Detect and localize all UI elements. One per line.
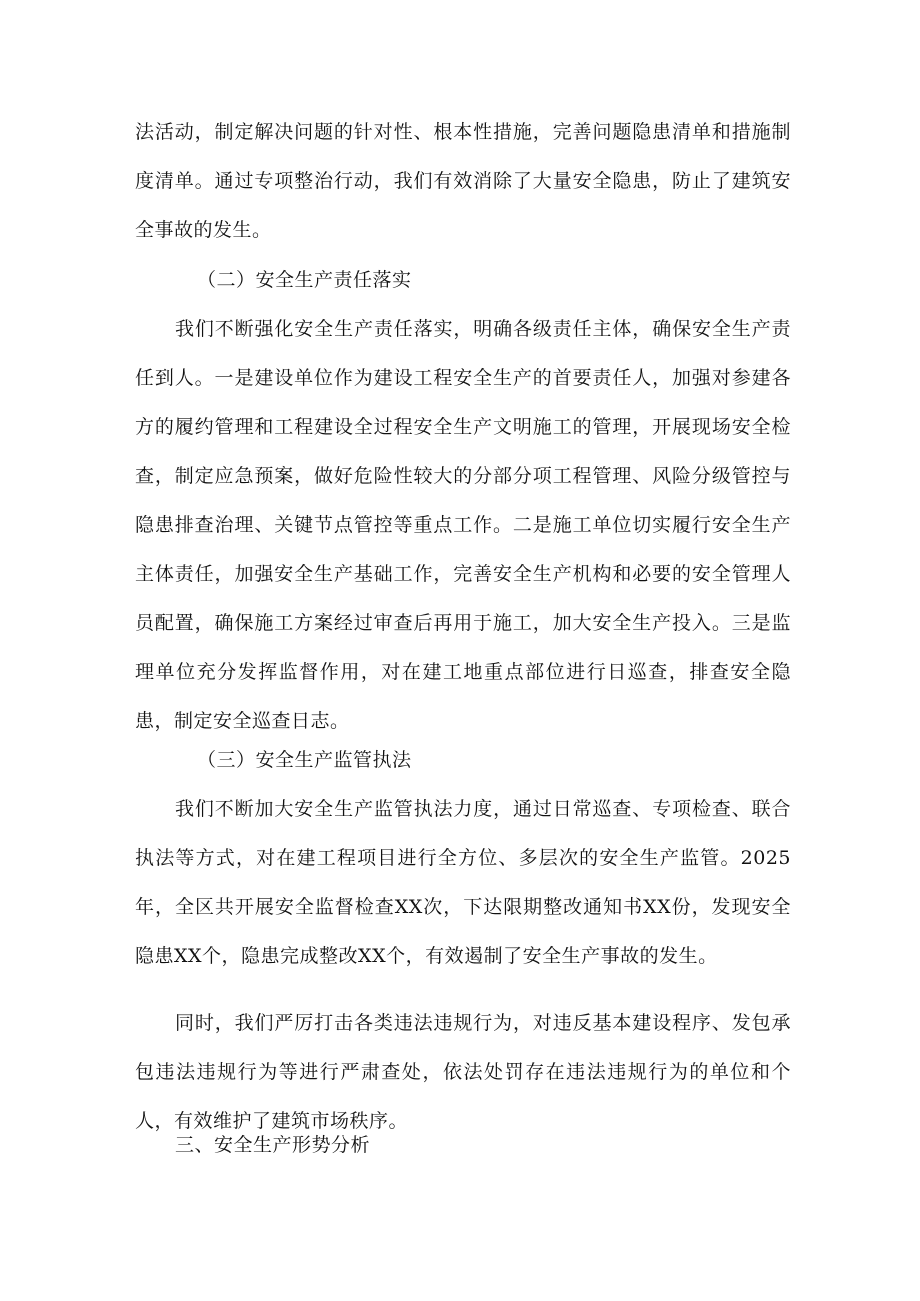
section-heading-analysis: 三、安全生产形势分析	[175, 1134, 371, 1156]
paragraph-continuation: 法活动，制定解决问题的针对性、根本性措施，完善问题隐患清单和措施制度清单。通过专项整治行动，我们有效消除了大量安全隐患，防止了建筑安全事故的发生。	[135, 121, 791, 241]
paragraph-enforcement: 我们不断加大安全生产监管执法力度，通过日常巡查、专项检查、联合执法等方式，对在建工程项目进行全方位、多层次的安全生产监管。2025年，全区共开展安全监督检查XX次，下达限期整改通知书XX份，发现安全隐患XX个，隐患完成整改XX个，有效遏制了安全生产事故的发生。	[135, 798, 791, 967]
sub-heading-enforcement: （三）安全生产监管执法	[197, 749, 412, 771]
paragraph-crackdown: 同时，我们严厉打击各类违法违规行为，对违反基本建设程序、发包承包违法违规行为等进行严肃查处，依法处罚存在违法违规行为的单位和个人，有效维护了建筑市场秩序。	[135, 1012, 791, 1132]
paragraph-responsibility: 我们不断强化安全生产责任落实，明确各级责任主体，确保安全生产责任到人。一是建设单位作为建设工程安全生产的首要责任人，加强对参建各方的履约管理和工程建设全过程安全生产文明施工的管理，开展现场安全检查，制定应急预案，做好危险性较大的分部分项工程管理、风险分级管控与隐患排查治理、关键节点管控等重点工作。二是施工单位切实履行安全生产主体责任，加强安全生产基础工作，完善安全生产机构和必要的安全管理人员配置，确保施工方案经过审查后再用于施工，加大安全生产投入。三是监理单位充分发挥监督作用，对在建工地重点部位进行日巡查，排查安全隐患，制定安全巡查日志。	[135, 318, 791, 732]
sub-heading-responsibility: （二）安全生产责任落实	[197, 269, 412, 291]
